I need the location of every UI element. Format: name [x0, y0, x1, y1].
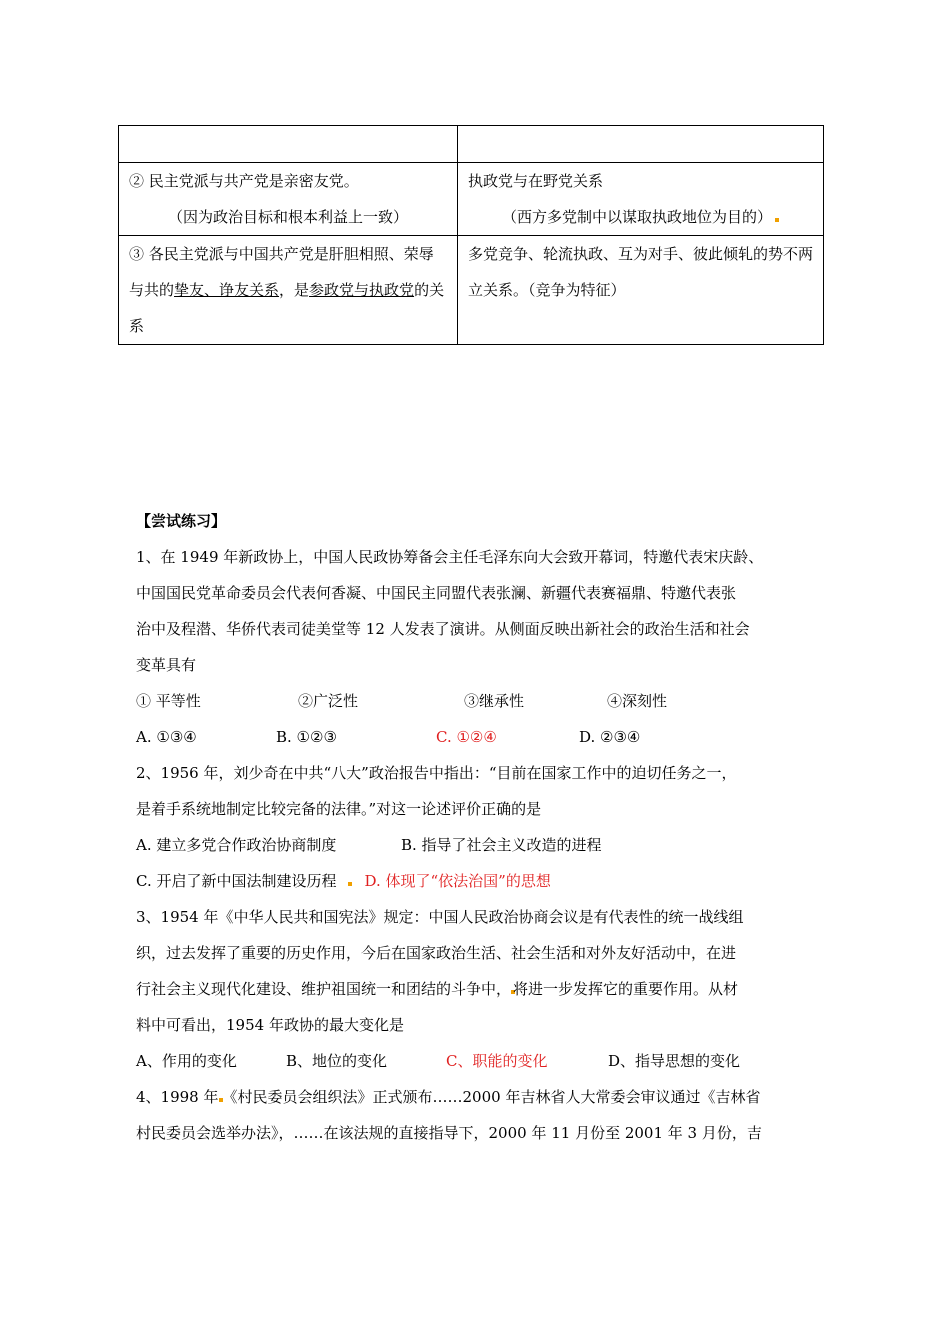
choice: B. 指导了社会主义改造的进程 [401, 836, 602, 854]
table-cell [119, 236, 458, 345]
text-part: 行社会主义现代化建设、维护祖国统一和团结的斗争中， [136, 980, 512, 998]
choice-answer: D. 体现了“依法治国”的思想 [364, 872, 551, 890]
item-list [136, 683, 826, 719]
choice: D. ②③④ [579, 728, 641, 746]
question-text: 是着手系统地制定比较完备的法律。”对这一论述评价正确的是 [136, 800, 542, 818]
item: ②广泛性 [298, 692, 359, 710]
question-text [136, 1079, 826, 1115]
table-cell [119, 163, 458, 236]
question-text: 中国国民党革命委员会代表何香凝、中国民主同盟代表张澜、新疆代表赛福鼎、特邀代表张 [136, 584, 737, 602]
choice: B. ①②③ [276, 728, 337, 746]
question-text: 2、1956 年，刘少奇在中共“八大”政治报告中指出：“目前在国家工作中的迫切任务之一， [136, 764, 737, 782]
choice-list [136, 863, 826, 899]
question-text: 村民委员会选举办法》，……在该法规的直接指导下，2000 年 11 月份至 2001 年 3 月份，吉 [136, 1124, 762, 1142]
question-text: 料中可看出，1954 年政协的最大变化是 [136, 1016, 404, 1034]
choice: A、作用的变化 [136, 1052, 237, 1070]
text-part: 《村民委员会组织法》正式颁布……2000 年吉林省人大常委会审议通过《吉林省 [222, 1088, 761, 1106]
text-part: 将进一步发挥它的重要作用。从材 [513, 980, 739, 998]
table-cell [458, 163, 824, 236]
table-row [119, 163, 824, 236]
table-cell [458, 236, 824, 345]
question-text: 治中及程潜、华侨代表司徒美堂等 12 人发表了演讲。从侧面反映出新社会的政治生活和社会 [136, 620, 750, 638]
section-heading: 【尝试练习】 [136, 512, 227, 530]
item: ③继承性 [464, 692, 525, 710]
table-cell [458, 126, 824, 163]
choice: A. ①③④ [136, 728, 197, 746]
cell-note: （西方多党制中以谋取执政地位为目的） [501, 208, 772, 226]
question-text: 织，过去发挥了重要的历史作用，今后在国家政治生活、社会生活和对外友好活动中，在进 [136, 944, 737, 962]
choice-list [136, 719, 826, 755]
text-part: 4、1998 年 [136, 1088, 219, 1106]
choice-answer: C、职能的变化 [446, 1052, 548, 1070]
choice-list [136, 827, 826, 863]
item: ① 平等性 [136, 692, 201, 710]
choice: A. 建立多党合作政治协商制度 [136, 836, 337, 854]
choice-answer: C. ①②④ [436, 728, 497, 746]
choice-list [136, 1043, 826, 1079]
question-text [136, 971, 826, 1007]
choice: D、指导思想的变化 [608, 1052, 741, 1070]
table-row [119, 236, 824, 345]
question-text: 1、在 1949 年新政协上，中国人民政协筹备会主任毛泽东向大会致开幕词，特邀代表宋庆龄、 [136, 548, 764, 566]
question-text: 变革具有 [136, 656, 197, 674]
item: ④深刻性 [607, 692, 668, 710]
underlined-text: 挚友、诤友关系 [174, 281, 280, 299]
question-text: 3、1954 年《中华人民共和国宪法》规定：中国人民政治协商会议是有代表性的统一战线组 [136, 908, 744, 926]
practice-section [136, 503, 826, 1151]
edit-mark [348, 882, 352, 886]
cell-text: ② 民主党派与共产党是亲密友党。 [129, 172, 359, 190]
choice: B、地位的变化 [286, 1052, 388, 1070]
cell-note-wrap [468, 199, 813, 235]
edit-mark [775, 218, 779, 222]
underlined-text: 参政党与执政党 [309, 281, 415, 299]
cell-text: ③ 各民主党派与中国共产党是肝胆相照、荣辱与共的 [129, 245, 434, 299]
table-cell [119, 126, 458, 163]
cell-text: 执政党与在野党关系 [468, 172, 604, 190]
cell-text: 的关系 [129, 281, 445, 335]
cell-text: 多党竞争、轮流执政、互为对手、彼此倾轧的势不两立关系。（竞争为特征） [468, 245, 814, 299]
choice: C. 开启了新中国法制建设历程 [136, 872, 337, 890]
table-row [119, 126, 824, 163]
comparison-table [118, 125, 824, 345]
cell-note: （因为政治目标和根本利益上一致） [167, 208, 408, 226]
cell-text: ，是 [279, 281, 310, 299]
